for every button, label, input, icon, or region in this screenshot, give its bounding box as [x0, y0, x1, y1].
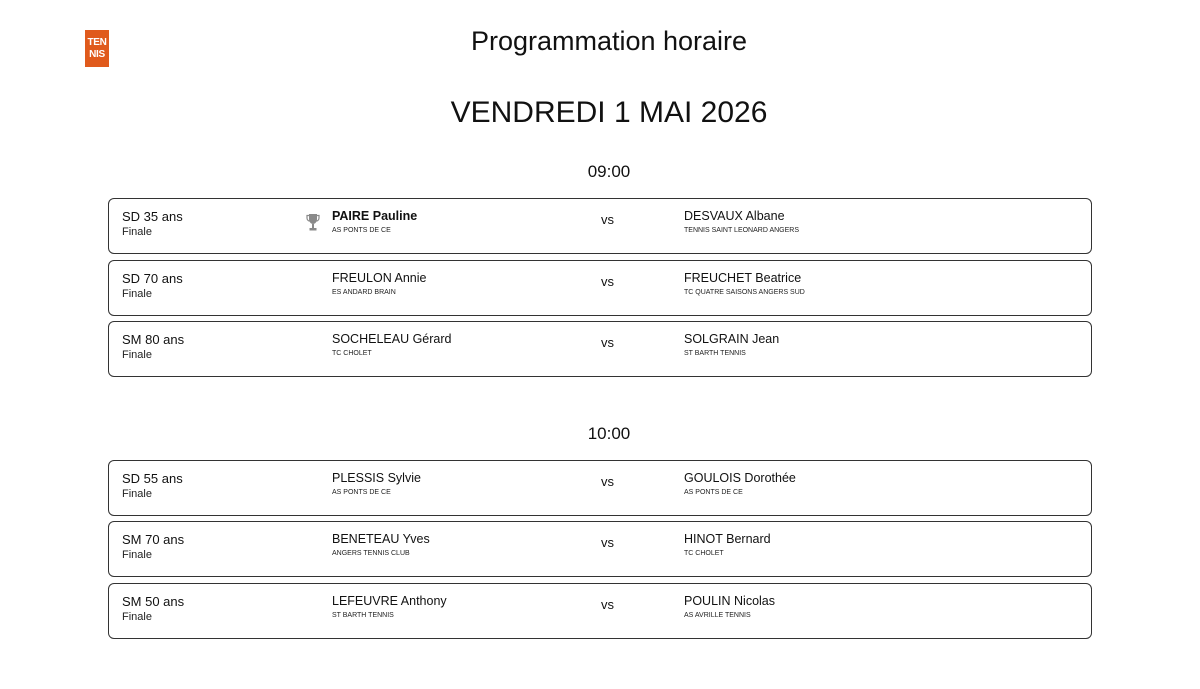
- match-category: SD 35 ans: [122, 209, 183, 224]
- match-round: Finale: [122, 226, 152, 238]
- player-name: DESVAUX Albane: [684, 209, 785, 223]
- player-club: ST BARTH TENNIS: [332, 612, 394, 619]
- match-card[interactable]: [108, 521, 1092, 577]
- player-club: TC CHOLET: [684, 550, 724, 557]
- match-round: Finale: [122, 288, 152, 300]
- match-round: Finale: [122, 349, 152, 361]
- logo-text-bottom: NIS: [89, 48, 105, 60]
- player-2: [684, 471, 796, 497]
- player-1: [332, 594, 447, 620]
- player-name: SOCHELEAU Gérard: [332, 332, 452, 346]
- player-club: AS AVRILLE TENNIS: [684, 612, 751, 619]
- versus-label: vs: [601, 212, 614, 227]
- match-card[interactable]: [108, 460, 1092, 516]
- player-name: LEFEUVRE Anthony: [332, 594, 447, 608]
- trophy-icon: [306, 213, 320, 233]
- player-name: PAIRE Pauline: [332, 209, 418, 223]
- player-name: GOULOIS Dorothée: [684, 471, 796, 485]
- match-category: SD 55 ans: [122, 471, 183, 486]
- player-1: [332, 471, 421, 497]
- player-name: BENETEAU Yves: [332, 532, 430, 546]
- player-name: FREUCHET Beatrice: [684, 271, 802, 285]
- player-name: SOLGRAIN Jean: [684, 332, 780, 346]
- player-club: TC CHOLET: [332, 350, 372, 357]
- versus-label: vs: [601, 474, 614, 489]
- versus-label: vs: [601, 597, 614, 612]
- player-club: ES ANDARD BRAIN: [332, 289, 396, 296]
- player-club: AS PONTS DE CE: [332, 489, 391, 496]
- match-round: Finale: [122, 488, 152, 500]
- player-club: AS PONTS DE CE: [684, 489, 743, 496]
- player-club: TC QUATRE SAISONS ANGERS SUD: [684, 289, 805, 296]
- logo-text-top: TEN: [87, 36, 107, 48]
- match-card[interactable]: [108, 321, 1092, 377]
- player-club: AS PONTS DE CE: [332, 227, 391, 234]
- player-2: [684, 332, 779, 358]
- versus-label: vs: [601, 335, 614, 350]
- versus-label: vs: [601, 535, 614, 550]
- player-2: [684, 532, 771, 558]
- player-name: HINOT Bernard: [684, 532, 771, 546]
- player-name: PLESSIS Sylvie: [332, 471, 421, 485]
- match-round: Finale: [122, 611, 152, 623]
- match-round: Finale: [122, 549, 152, 561]
- match-category: SM 50 ans: [122, 594, 185, 609]
- player-1: [332, 532, 430, 558]
- player-1: [332, 271, 426, 297]
- player-1: [332, 209, 417, 235]
- match-card[interactable]: [108, 198, 1092, 254]
- match-category: SM 70 ans: [122, 532, 185, 547]
- player-club: ANGERS TENNIS CLUB: [332, 550, 410, 557]
- match-card[interactable]: [108, 260, 1092, 316]
- versus-label: vs: [601, 274, 614, 289]
- match-category: SM 80 ans: [122, 332, 185, 347]
- slot-time: 09:00: [587, 162, 631, 181]
- player-2: [684, 209, 799, 235]
- match-category: SD 70 ans: [122, 271, 183, 286]
- schedule-date: VENDREDI 1 MAI 2026: [450, 96, 768, 129]
- player-2: [684, 271, 805, 297]
- player-1: [332, 332, 451, 358]
- player-name: FREULON Annie: [332, 271, 427, 285]
- player-club: ST BARTH TENNIS: [684, 350, 746, 357]
- page-title: Programmation horaire: [470, 26, 748, 56]
- match-card[interactable]: [108, 583, 1092, 639]
- player-name: POULIN Nicolas: [684, 594, 775, 608]
- player-2: [684, 594, 775, 620]
- slot-time: 10:00: [587, 424, 631, 443]
- player-club: TENNIS SAINT LEONARD ANGERS: [684, 227, 800, 234]
